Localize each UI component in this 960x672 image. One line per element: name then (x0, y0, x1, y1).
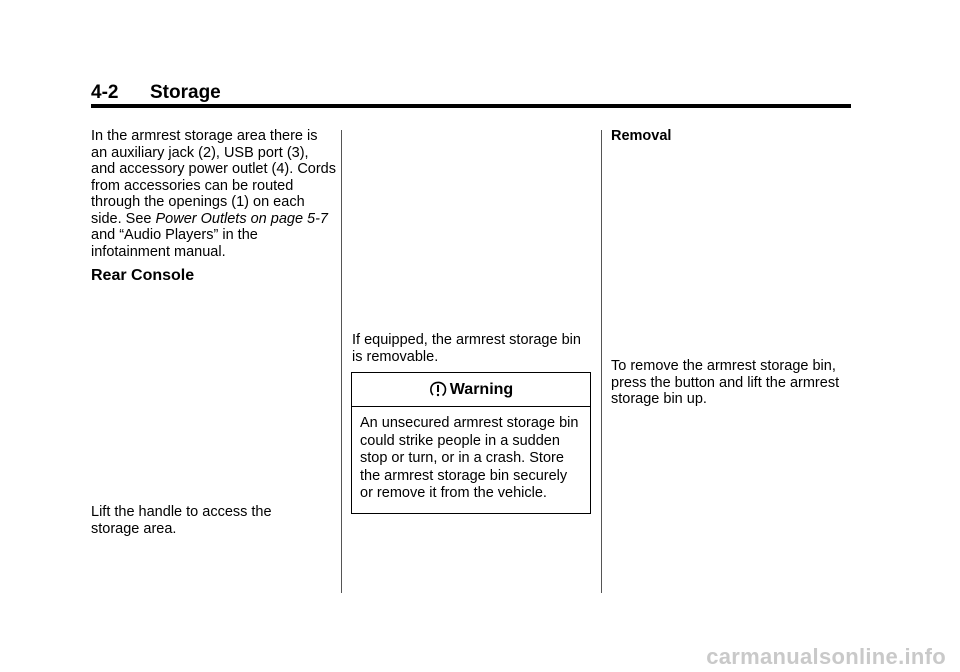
column-divider-left (341, 130, 342, 593)
page-number: 4-2 (91, 82, 119, 103)
col1-para1: In the armrest storage area there is an auxiliary jack (2), USB port (3), and accessory power outlet (4). Cords from accessories can be routed through the openings (1) on each side. See Power Outlets on page 5-7 and “Audio Players” in the infotainment manual. (91, 128, 336, 260)
warning-title: Warning (352, 373, 590, 407)
warning-icon (429, 381, 447, 399)
col2-para1: If equipped, the armrest storage bin is removable. (352, 332, 581, 365)
column-divider-right (601, 130, 602, 593)
section-title: Storage (150, 82, 221, 103)
col3-para1: To remove the armrest storage bin, press the button and lift the armrest storage bin up. (611, 358, 840, 407)
page-header (91, 80, 851, 108)
power-outlets-link[interactable]: Power Outlets on page 5-7 (155, 210, 328, 227)
watermark: carmanualsonline.info (706, 644, 946, 669)
rear-console-heading: Rear Console (91, 267, 195, 284)
removal-subhead: Removal (611, 128, 672, 144)
warning-body: An unsecured armrest storage bin could strike people in a sudden stop or turn, or in a crash. Store the armrest storage bin securely or remove it from the vehicle. (360, 415, 579, 501)
col1-para2: Lift the handle to access the storage area. (91, 504, 272, 537)
warning-box (351, 372, 591, 514)
